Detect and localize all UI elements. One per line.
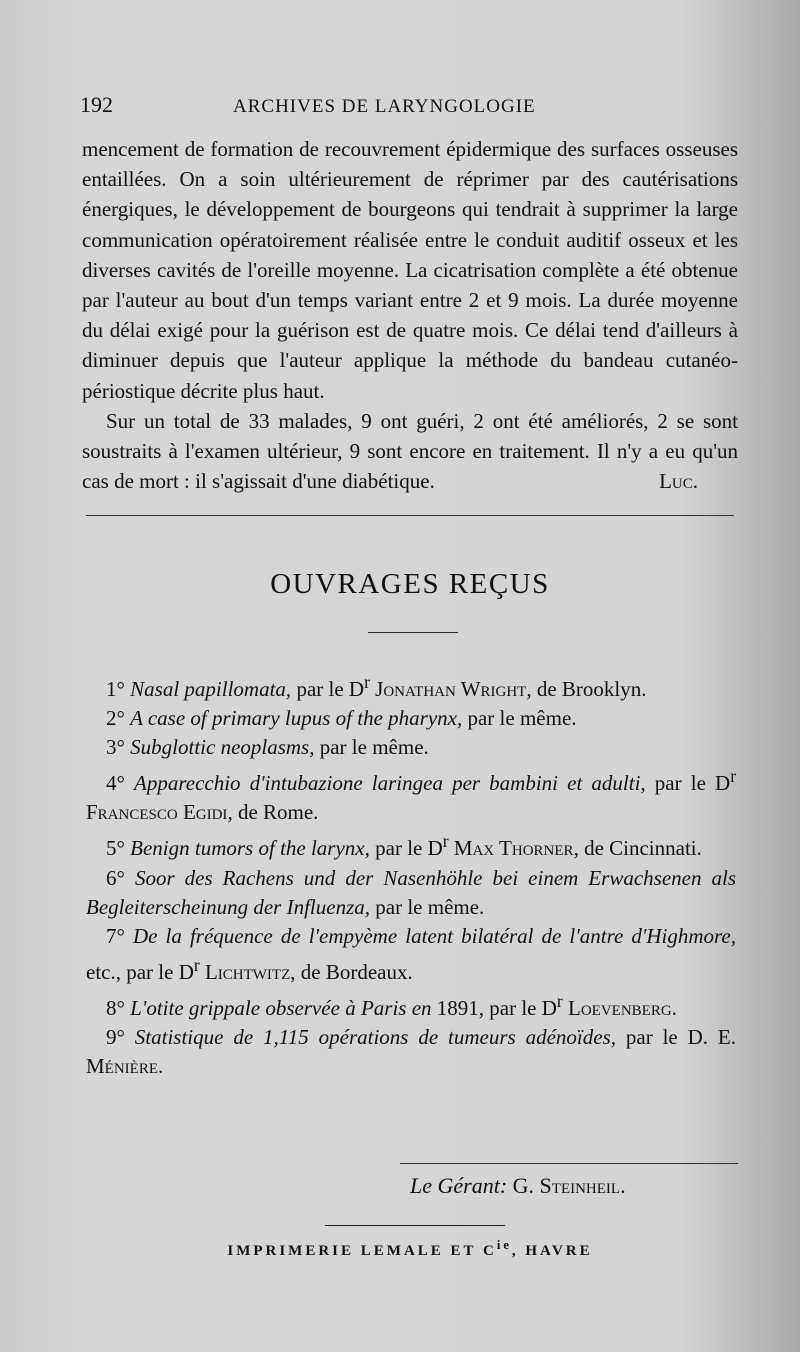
signature-name: Steinheil. bbox=[539, 1173, 626, 1198]
printer-rule bbox=[325, 1225, 505, 1226]
work-title: L'otite grippale observée à Paris en bbox=[130, 995, 432, 1020]
signature-initial: G. bbox=[512, 1173, 535, 1198]
author-name: Lichtwitz bbox=[204, 959, 291, 984]
author-name: Francesco Egidi bbox=[86, 800, 228, 825]
work-title: Benign tumors of the larynx, bbox=[130, 836, 370, 861]
page-number: 192 bbox=[80, 92, 113, 117]
author-name: Max Thorner bbox=[453, 836, 574, 861]
author-name: Jonathan Wright bbox=[375, 677, 527, 701]
list-item: 6° Soor des Rachens und der Nasenhöhle bei einem Erwachsenen als Begleiterscheinung der Influenza, par le même. bbox=[86, 865, 737, 919]
section-title: OUVRAGES REÇUS bbox=[270, 568, 550, 600]
list-item: 1° Nasal papillomata, par le $D^r$ Jonathan Wright, de Brooklyn. bbox=[106, 672, 647, 701]
author-name: Ménière bbox=[86, 1054, 158, 1079]
work-title: Nasal papillomata, bbox=[130, 677, 292, 701]
signature-rule bbox=[400, 1163, 738, 1164]
work-title: A case of primary lupus of the pharynx, bbox=[130, 706, 463, 731]
paragraph bbox=[82, 406, 738, 497]
running-title: ARCHIVES DE LARYNGOLOGIE bbox=[233, 96, 536, 117]
work-title: De la fréquence de l'empyème latent bilatéral de l'antre d'Highmore, bbox=[132, 923, 737, 948]
list-item: 8° L'otite grippale observée à Paris en 1891, par le $D^r$ Loevenberg. bbox=[106, 990, 677, 1020]
works-list bbox=[86, 668, 736, 1081]
paragraph: mencement de formation de recouvrement épidermique des surfaces osseuses entaillées. On a soin ultérieurement de réprimer par des cautérisations énergiques, le développement de bourgeons qui tendrait à supprimer la large communication opératoirement réalisée entre le conduit auditif osseux et les diverses cavités de l'oreille moyenne. La cicatrisation complète a été obtenue par l'auteur au bout d'un temps variant entre 2 et 9 mois. La durée moyenne du délai exigé pour la guérison est de quatre mois. Ce délai tend d'ailleurs à diminuer depuis que l'auteur applique la méthode du bandeau cutanéo-périostique décrite plus haut. bbox=[82, 137, 738, 403]
list-item: 9° Statistique de 1,115 opérations de tumeurs adénoïdes, par le D. E. Ménière. bbox=[86, 1025, 736, 1079]
work-title: Apparecchio d'intubazione laringea per bambini et adulti, bbox=[134, 771, 646, 796]
article-body bbox=[82, 134, 738, 496]
list-item: 5° Benign tumors of the larynx, par le $D^r$ Max Thorner, de Cincinnati. bbox=[106, 831, 702, 861]
author-name: Loevenberg bbox=[568, 995, 672, 1020]
printer-imprint: IMPRIMERIE LEMALE ET $C^{ie}$, HAVRE bbox=[227, 1238, 593, 1259]
work-title: Statistique de 1,115 opérations de tumeurs adénoïdes, bbox=[134, 1025, 616, 1050]
list-item: 3° Subglottic neoplasms, par le même. bbox=[106, 735, 429, 760]
signature-label: Le Gérant: bbox=[410, 1173, 508, 1198]
list-item: 7° De la fréquence de l'empyème latent bilatéral de l'antre d'Highmore, etc., par le $D^r$ Lichtwitz, de Bordeaux. bbox=[86, 923, 737, 984]
list-item: 2° A case of primary lupus of the pharynx, par le même. bbox=[106, 706, 577, 731]
author-signature: Luc. bbox=[659, 469, 698, 494]
section-divider bbox=[86, 515, 734, 516]
work-title: Subglottic neoplasms, bbox=[130, 735, 315, 760]
list-item: 4° Apparecchio d'intubazione laringea per bambini et adulti, par le $D^r$ Francesco Egidi, de Rome. bbox=[86, 766, 737, 825]
title-underline bbox=[368, 632, 458, 633]
manager-signature bbox=[410, 1173, 710, 1199]
paragraph-text: Sur un total de 33 malades, 9 ont guéri, 2 ont été améliorés, 2 se sont soustraits à l'examen ultérieur, 9 sont encore en traitement. Il n'y a eu qu'un cas de mort : il s'agissait d'une diabétique. bbox=[82, 408, 738, 494]
running-header bbox=[80, 92, 740, 118]
work-title: Soor des Rachens und der Nasenhöhle bei einem Erwachsenen als Begleiterscheinung der Influenza, bbox=[86, 865, 737, 919]
